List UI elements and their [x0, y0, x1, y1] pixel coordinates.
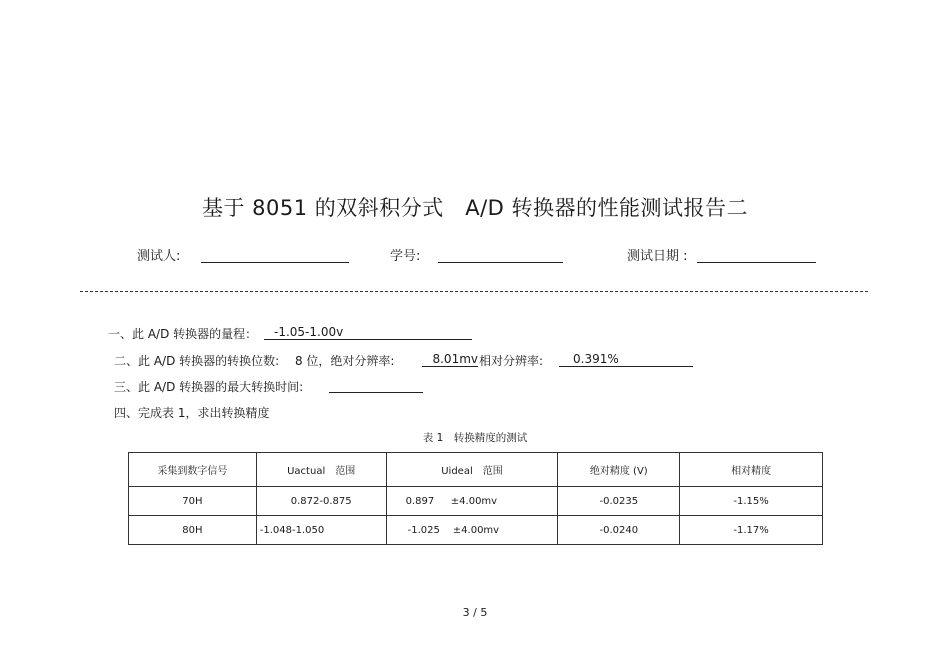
relative-resolution-label: 相对分辨率: [479, 354, 544, 368]
question-3-text: 三、此 A/D 转换器的最大转换时间: [114, 380, 304, 394]
question-1-text: 一、此 A/D 转换器的量程： [108, 327, 258, 341]
table-header-row [129, 453, 823, 487]
question-4-text: 四、完成表 1，求出转换精度 [114, 406, 270, 420]
question-1 [108, 325, 257, 342]
relative-resolution-answer: 0.391% [559, 352, 693, 367]
table-row [129, 487, 823, 516]
divider-rule [80, 291, 868, 292]
header-uactual-range: Uactual 范围 [256, 453, 386, 487]
student-id-label: 学号: [390, 249, 421, 264]
cell-uactual: 0.872-0.875 [256, 487, 386, 516]
cell-digital: 80H [129, 516, 257, 545]
cell-uideal-value: -1.025 [407, 524, 440, 536]
cell-digital: 70H [129, 487, 257, 516]
page-number: 3 / 5 [462, 606, 488, 619]
header-digital-signal: 采集到数字信号 [129, 453, 257, 487]
table-row [129, 516, 823, 545]
header-uideal-range: Uideal 范围 [386, 453, 558, 487]
accuracy-table [128, 452, 823, 545]
report-title: 基于 8051 的双斜积分式 A/D 转换器的性能测试报告二 [201, 196, 749, 220]
cell-relative: -1.17% [680, 516, 823, 545]
cell-relative: -1.15% [680, 487, 823, 516]
cell-uideal [386, 487, 558, 516]
cell-uideal-tolerance: ±4.00mv [450, 495, 498, 507]
header-relative-accuracy: 相对精度 [680, 453, 823, 487]
cell-uideal-value: 0.897 [405, 495, 435, 507]
test-date-label: 测试日期 : [627, 249, 688, 264]
cell-uactual: -1.048-1.050 [256, 516, 386, 545]
question-2-text: 二、此 A/D 转换器的转换位数: 8 位，绝对分辨率: [114, 354, 395, 368]
test-date-field [697, 262, 816, 263]
tester-field [201, 262, 349, 263]
table-caption: 表 1 转换精度的测试 [422, 432, 528, 444]
header-absolute-accuracy: 绝对精度 (V) [558, 453, 680, 487]
range-answer: -1.05-1.00v [264, 325, 472, 340]
cell-absolute: -0.0240 [558, 516, 680, 545]
student-id-field [438, 262, 563, 263]
tester-label: 测试人: [137, 249, 181, 264]
cell-uideal [386, 516, 558, 545]
absolute-resolution-answer: 8.01mv [422, 352, 478, 367]
cell-uideal-tolerance: ±4.00mv [452, 524, 500, 536]
cell-absolute: -0.0235 [558, 487, 680, 516]
max-conversion-time-field [329, 392, 423, 393]
